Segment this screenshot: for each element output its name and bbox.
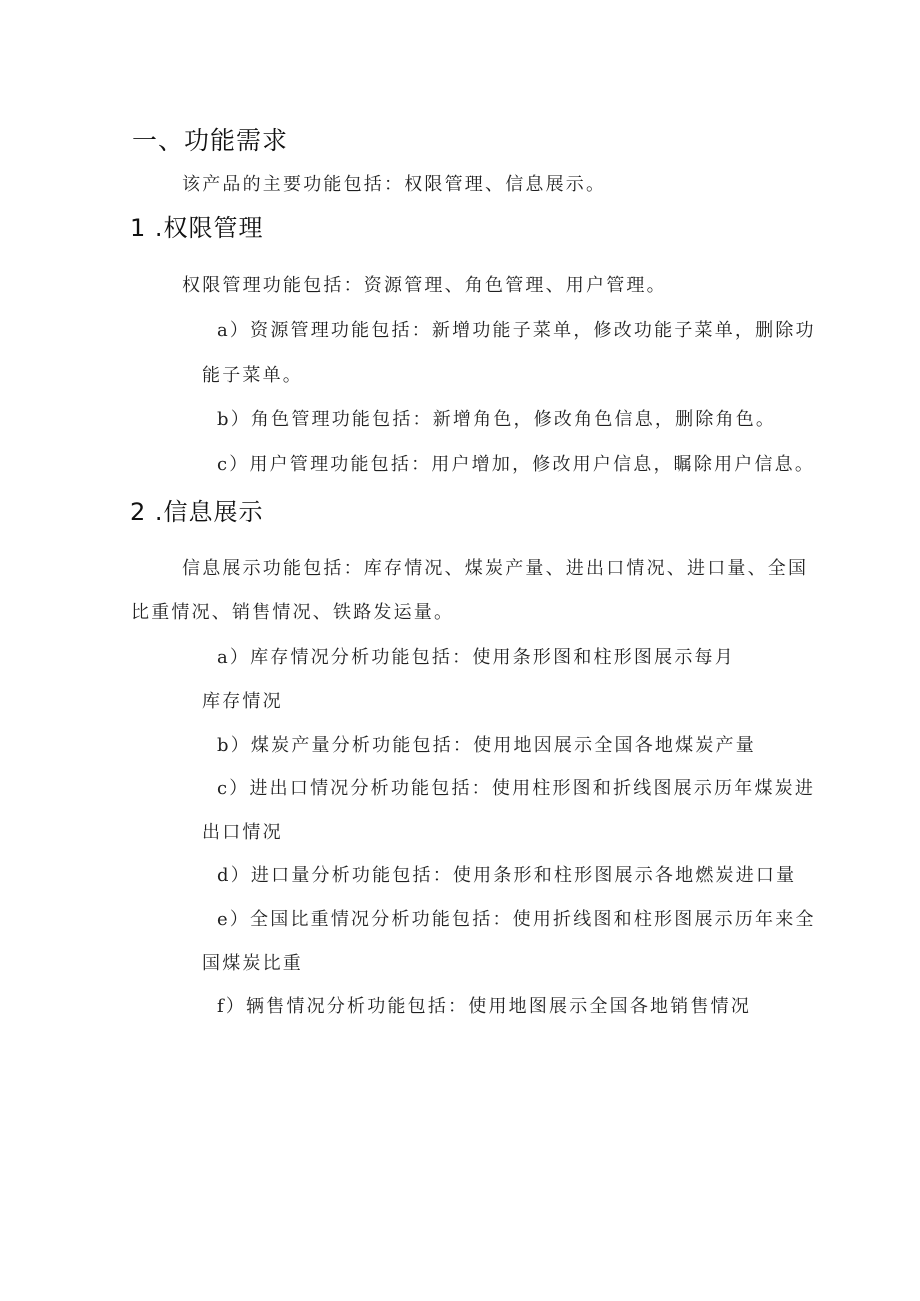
info-item-a-line1: a）库存情况分析功能包括：使用条形图和柱形图展示每月 [217, 647, 735, 668]
permission-item-b: b）角色管理功能包括：新增角色，修改角色信息，删除角色。 [217, 409, 777, 430]
info-item-d: d）进口量分析功能包括：使用条形和柱形图展示各地燃炭进口量 [217, 865, 797, 886]
info-summary-line2: 比重情况、销售情况、铁路发运量。 [131, 602, 455, 623]
section-title: 一、功能需求 [132, 126, 289, 155]
info-item-b: b）煤炭产量分析功能包括：使用地因展示全国各地煤炭产量 [217, 735, 756, 756]
permission-heading: 1 .权限管理 [130, 214, 264, 242]
info-item-a-line2: 库存情况 [202, 691, 283, 712]
info-summary-line1: 信息展示功能包括：库存情况、煤炭产量、进出口情况、进口量、全国 [182, 558, 809, 579]
info-item-e-line1: e）全国比重情况分析功能包括：使用折线图和柱形图展示历年来全 [217, 909, 816, 930]
info-item-c-line2: 出口情况 [202, 822, 283, 843]
permission-item-a-line2: 能子菜单。 [202, 365, 303, 386]
info-item-c-line1: c）进出口情况分析功能包括：使用柱形图和折线图展示历年煤炭进 [217, 778, 816, 799]
permission-item-a-line1: a）资源管理功能包括：新增功能子菜单，修改功能子菜单，删除功 [217, 320, 816, 341]
intro-paragraph: 该产品的主要功能包括：权限管理、信息展示。 [182, 174, 607, 195]
permission-summary: 权限管理功能包括：资源管理、角色管理、用户管理。 [182, 275, 667, 296]
info-heading: 2 .信息展示 [130, 498, 264, 526]
info-item-e-line2: 国煤炭比重 [202, 953, 303, 974]
permission-item-c: c）用户管理功能包括：用户增加，修改用户信息，瞩除用户信息。 [217, 454, 816, 475]
info-item-f: f）辆售情况分析功能包括：使用地图展示全国各地销售情况 [217, 996, 752, 1017]
